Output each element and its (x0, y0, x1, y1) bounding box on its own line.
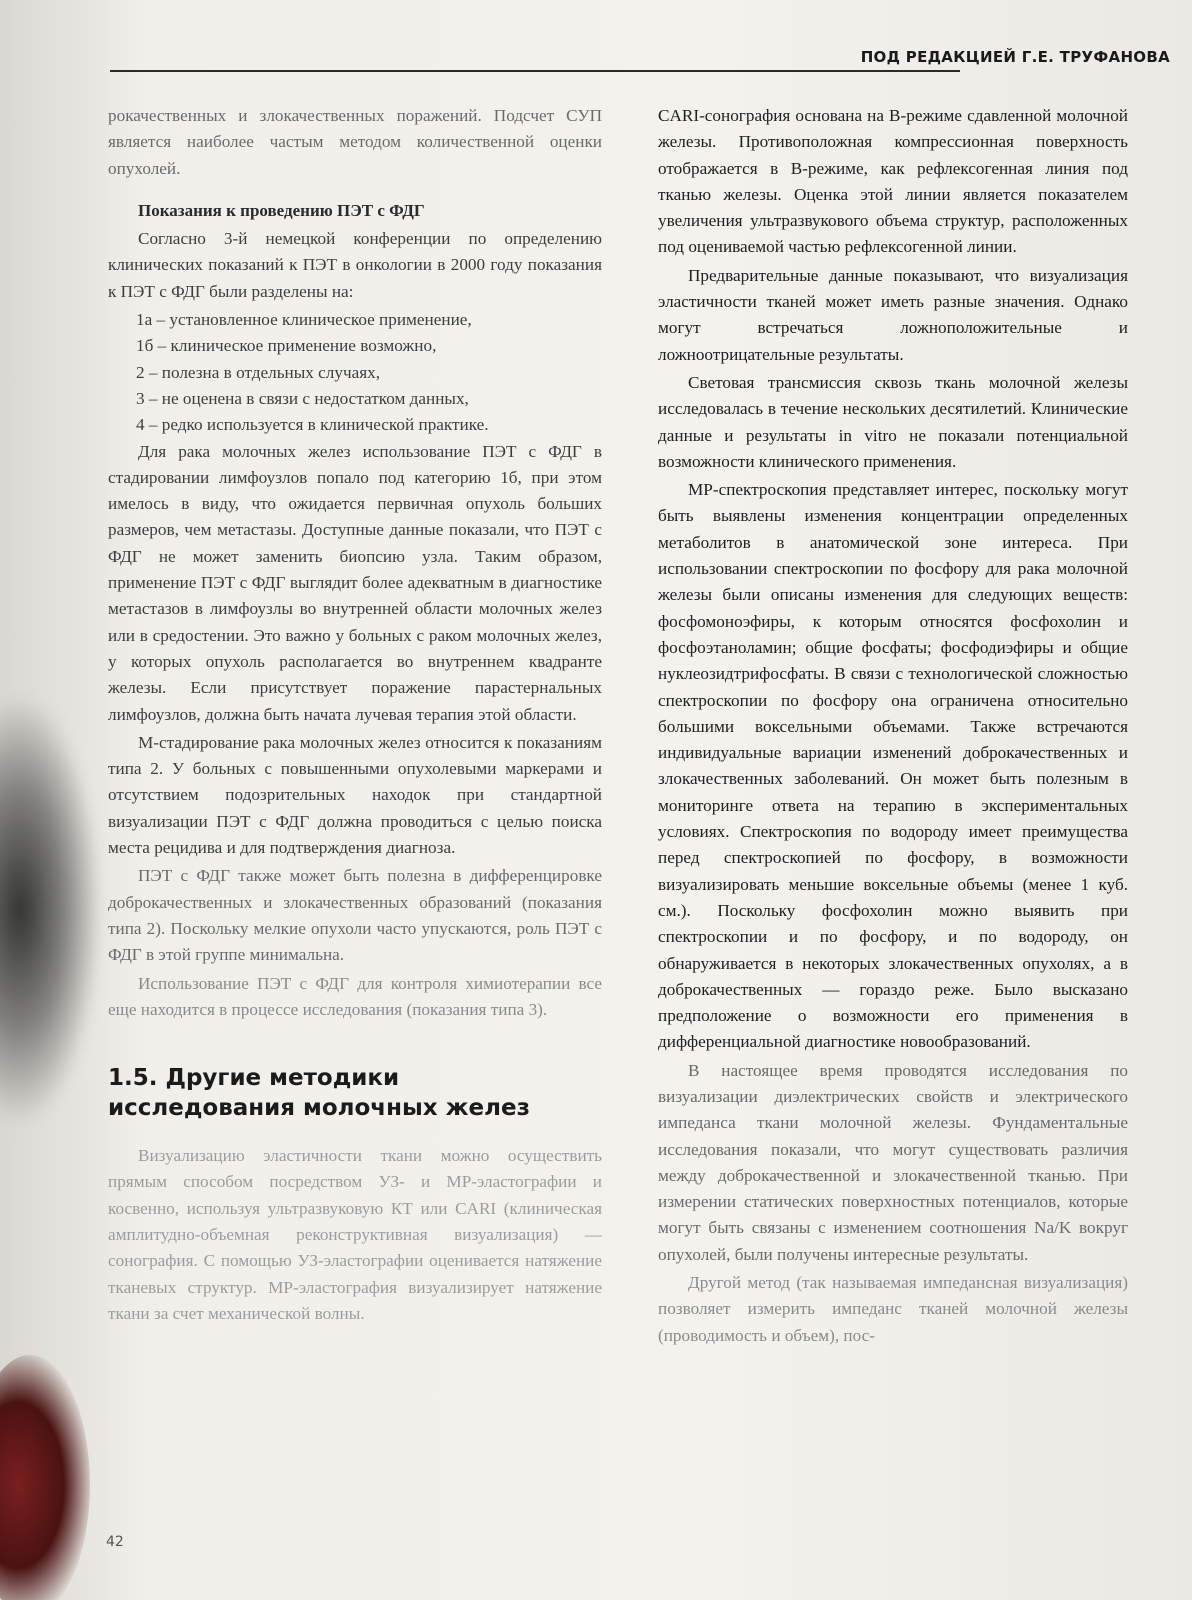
paragraph: Световая трансмиссия сквозь ткань молочной железы исследовалась в течение нескольких десятилетий. Клинические данные и результаты in vitro не показали потенциальной возможности клинического применения. (658, 372, 1128, 471)
paragraph: В настоящее время проводятся исследования по визуализации диэлектрических свойств и электрического импеданса ткани молочной железы. Фундаментальные исследования показали, что могут существовать различия между доброкачественной и злокачественной тканью. При измерении статических поверхностных потенциалов, которые могут быть связаны с изменением соотношения Na/K вокруг опухолей, были получены интересные результаты. (658, 1060, 1128, 1264)
left-column (108, 103, 602, 1329)
paragraph: ПЭТ с ФДГ также может быть полезна в дифференцировке доброкачественных и злокачественных образований (показания типа 2). Поскольку мелкие опухоли часто упускаются, роль ПЭТ с ФДГ в этой группе минимальна. (108, 866, 602, 965)
paragraph: CARI-сонография основана на В-режиме сдавленной молочной железы. Противоположная компрессионная поверхность отображается в В-режиме, как рефлексогенная линия под тканью железы. Оценка этой линии является показателем увеличения ультразвукового объема структур, расположенных под оцениваемой частью рефлексогенной линии. (658, 106, 1128, 257)
paragraph: Предварительные данные показывают, что визуализация эластичности тканей может иметь разные значения. Однако могут встречаться ложноположительные и ложноотрицательные результаты. (658, 265, 1128, 364)
list-item: 1б – клиническое применение возможно, (136, 336, 437, 356)
paragraph: рокачественных и злокачественных поражений. Подсчет СУП является наиболее частым методом количественной оценки опухолей. (108, 106, 602, 178)
right-column (658, 103, 1128, 1351)
indication-list (136, 307, 602, 438)
subheading: Показания к проведению ПЭТ с ФДГ (138, 200, 425, 220)
paragraph: Согласно 3-й немецкой конференции по определению клинических показаний к ПЭТ в онкологии в 2000 году показания к ПЭТ с ФДГ были разделены на: (108, 229, 602, 301)
paragraph: Другой метод (так называемая импедансная визуализация) позволяет измерить импеданс тканей молочной железы (проводимость и объем), пос- (658, 1273, 1128, 1345)
running-header (110, 46, 1170, 76)
paragraph: Для рака молочных желез использование ПЭТ с ФДГ в стадировании лимфоузлов попало под категорию 1б, при этом имелось в виду, что ожидается первичная опухоль больших размеров, чем метастазы. Доступные данные показали, что ПЭТ с ФДГ не может заменить биопсию узла. Таким образом, применение ПЭТ с ФДГ выглядит более адекватным в диагностике метастазов в лимфоузлы во внутренней области молочных желез или в средостении. Это важно у больных с раком молочных желез, у которых опухоль располагается во внутреннем квадранте железы. Если присутствует поражение парастернальных лимфоузлов, должна быть начата лучевая терапия этой области. (108, 441, 602, 724)
section-title-line: 1.5. Другие методики (108, 1065, 400, 1092)
paragraph: Визуализацию эластичности ткани можно осуществить прямым способом посредством УЗ- и МР-эластографии и косвенно, используя ультразвуковую КТ или CARI (клиническая амплитудно-объемная реконструктивная визуализация) — сонография. С помощью УЗ-эластографии оценивается натяжение тканевых структур. МР-эластография визуализирует натяжение ткани за счет механической волны. (108, 1146, 602, 1323)
list-item: 1а – установленное клиническое применение, (136, 310, 472, 330)
paragraph: М-стадирование рака молочных желез относится к показаниям типа 2. У больных с повышенными опухолевыми маркерами и отсутствием подозрительных находок при стандартной визуализации ПЭТ с ФДГ должна проводиться с целью поиска места рецидива и для подтверждения диагноза. (108, 732, 602, 858)
header-title: ПОД РЕДАКЦИЕЙ Г.Е. ТРУФАНОВА (860, 48, 1170, 66)
list-item: 3 – не оценена в связи с недостатком данных, (136, 388, 469, 408)
list-item: 2 – полезна в отдельных случаях, (136, 362, 381, 382)
page-number: 42 (106, 1534, 124, 1550)
paragraph: МР-спектроскопия представляет интерес, поскольку могут быть выявлены изменения концентрации определенных метаболитов в анатомической зоне интереса. При использовании спектроскопии по фосфору для рака молочной железы были описаны изменения для следующих веществ: фосфомоноэфиры, к которым относятся фосфохолин и фосфоэтаноламин; общие фосфаты; фосфодиэфиры и общие нуклеозидтрифосфаты. В связи с технологической сложностью спектроскопии по фосфору она ограничена относительно большими воксельными объемами. Также встречаются индивидуальные вариации изменений доброкачественных и злокачественных заболеваний. Он может быть полезным в мониторинге ответа на терапию в экспериментальных условиях. Спектроскопия по водороду имеет преимущества перед спектроскопией по фосфору, в возможности визуализировать меньшие воксельные объемы (менее 1 куб. см.). Поскольку фосфохолин можно выявить при спектроскопии и по фосфору, и по водороду, он обнаруживается в некоторых злокачественных опухолях, а в доброкачественных — гораздо реже. Было высказано предположение о возможности его применения в дифференциальной диагностике новообразований. (658, 480, 1128, 1052)
thumb-shadow (0, 1355, 90, 1600)
list-item: 4 – редко используется в клинической практике. (136, 415, 489, 435)
paragraph: Использование ПЭТ с ФДГ для контроля химиотерапии все еще находится в процессе исследования (показания типа 3). (108, 973, 602, 1019)
section-title-line: исследования молочных желез (108, 1095, 530, 1122)
binding-shadow (0, 700, 100, 1120)
header-rule (110, 70, 960, 72)
section-title (108, 1063, 602, 1123)
